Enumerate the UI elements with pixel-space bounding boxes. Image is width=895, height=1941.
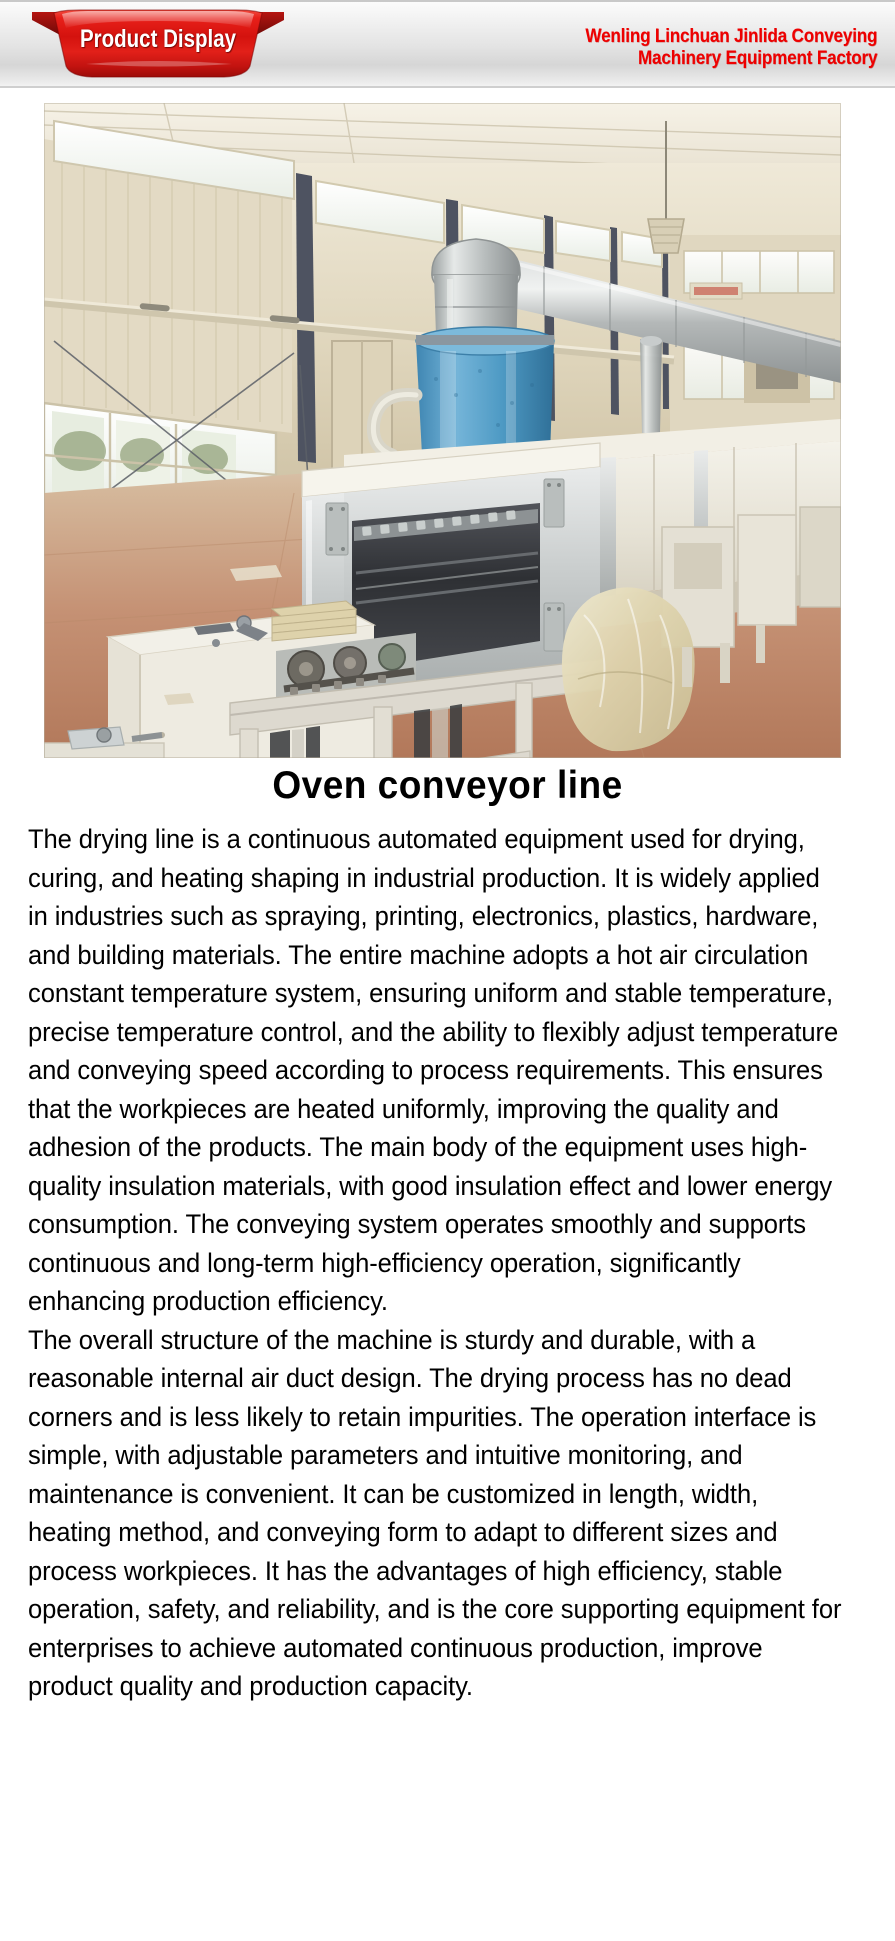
plastic-wrapped-bundle (562, 587, 695, 751)
secondary-air-duct (640, 336, 662, 433)
blue-fan-housing (416, 327, 554, 455)
description-paragraph-1: The drying line is a continuous automated equipment used for drying, curing, and heating shaping in industrial production. It is widely applied in industries such as spraying, printing, electronics, plastics, hardware, and building materials. The entire machine adopts a hot air circulation constant temperature system, ensuring uniform and stable temperature, precise temperature control, and the ability to flexibly adjust temperature and conveying speed according to process requirements. This ensures that the workpieces are heated uniformly, improving the quality and adhesion of the products. The main body of the equipment uses high-quality insulation materials, with good insulation effect and lower energy consumption. The conveying system operates smoothly and supports continuous and long-term high-efficiency operation, significantly enhancing production efficiency. (28, 824, 839, 1316)
company-name-line-2: Machinery Equipment Factory (637, 48, 877, 69)
header-bottom-rule (0, 86, 895, 88)
product-photo (44, 103, 841, 758)
product-display-ribbon (28, 6, 288, 82)
page-title: Oven conveyor line (272, 764, 623, 807)
product-description (28, 820, 844, 1706)
wall-sign (690, 283, 742, 299)
page-header (0, 0, 895, 88)
company-name-line-1: Wenling Linchuan Jinlida Conveying (585, 26, 877, 47)
factory-workshop-illustration (44, 103, 841, 758)
company-name (585, 26, 877, 70)
header-top-rule (0, 0, 895, 2)
ribbon-label: Product Display (79, 25, 237, 53)
description-paragraph-2: The overall structure of the machine is sturdy and durable, with a reasonable internal air duct design. The drying process has no dead corners and is less likely to retain impurities. The operation interface is simple, with adjustable parameters and intuitive monitoring, and maintenance is convenient. It can be customized in length, width, heating method, and conveying form to adapt to different sizes and process workpieces. It has the advantages of high efficiency, stable operation, safety, and reliability, and is the core supporting equipment for enterprises to achieve automated continuous production, improve product quality and production capacity. (28, 1324, 842, 1701)
